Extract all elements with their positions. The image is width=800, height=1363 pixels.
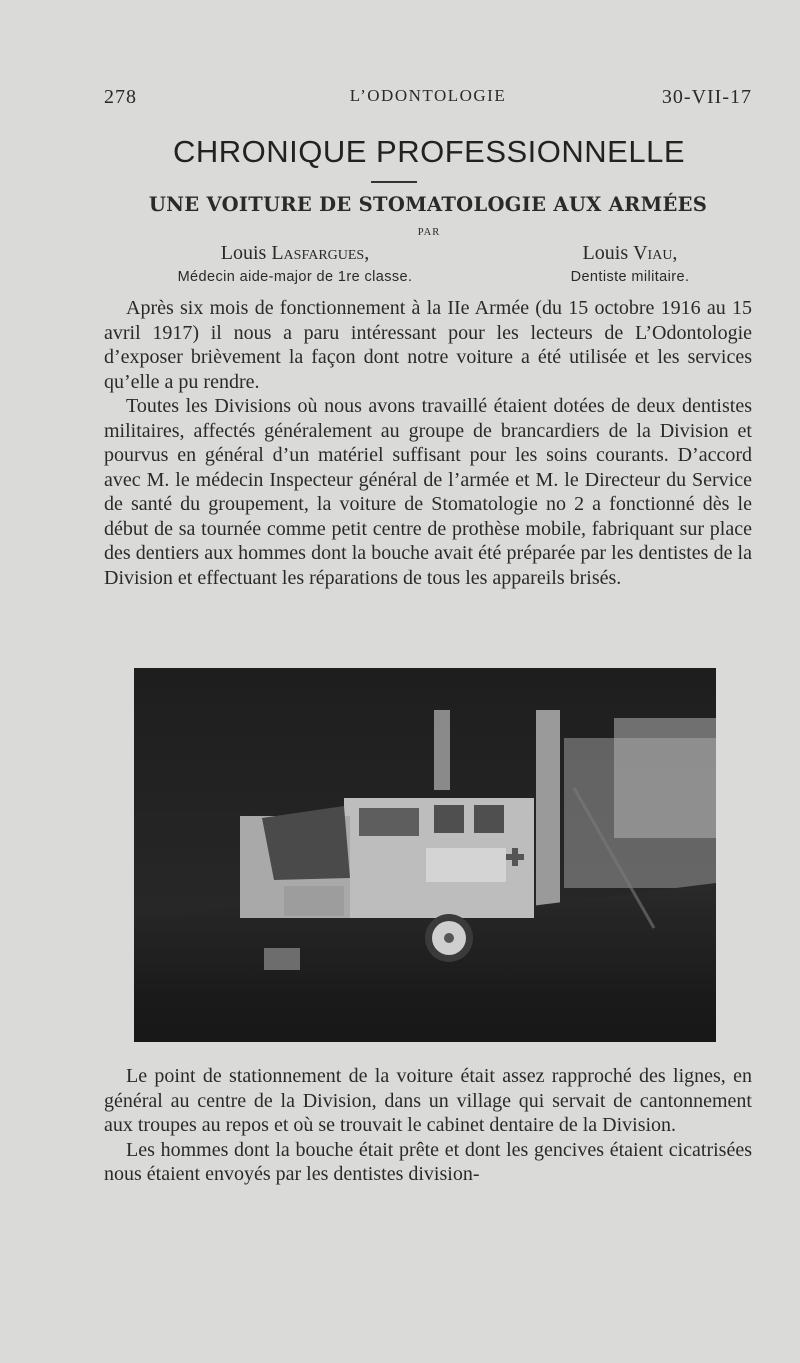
paragraph: Le point de stationnement de la voiture était assez rapproché des lignes, en général au centre de la Division, dans un village qui servait de cantonnement aux troupes au repos et où se trouvait le cabinet dentaire de la Division. [104,1065,752,1136]
article-photo [134,668,716,1042]
paragraph: Toutes les Divisions où nous avons travaillé étaient dotées de deux dentistes militaires, affectés généralement au groupe de brancardiers de la Division et pourvus en général d’un matériel suffisant pour les soins courants. D’accord avec M. le médecin Inspecteur général de l’armée et M. le Directeur du Service de santé du groupement, la voiture de Stomatologie no 2 a fonctionné dès le début de sa tournée comme petit centre de prothèse mobile, fabriquant sur place des dentiers aux hommes dont la bouche avait été préparée par les dentistes de la Division et effectuant les réparations de tous les appareils brisés. [104,395,752,589]
title-rule [371,181,417,183]
author-name [540,242,720,265]
paragraph: Les hommes dont la bouche était prête et dont les gencives étaient cicatrisées nous étaient envoyés par les dentistes division- [104,1138,752,1185]
article-body-bottom [104,1064,752,1187]
section-title: CHRONIQUE PROFESSIONNELLE [172,134,686,169]
author-first-name: Louis [582,242,634,264]
author-role: Médecin aide-major de 1re classe. [177,269,413,285]
author-last-name: Viau, [633,242,678,264]
byline-par: PAR [417,227,441,238]
article-body-top [104,296,752,590]
page-number: 278 [104,86,137,108]
author-name [140,242,450,265]
issue-date: 30-VII-17 [661,86,752,108]
vehicle-photo-image [134,668,716,1042]
author-last-name: Lasfargues, [271,242,370,264]
author-lasfargues [140,242,450,285]
author-viau [540,242,720,285]
journal-title: L’ODONTOLOGIE [349,86,507,105]
running-header [104,86,752,116]
paragraph: Après six mois de fonctionnement à la IIe Armée (du 15 octobre 1916 au 15 avril 1917) il nous a paru intéressant pour les lecteurs de L’Odontologie d’exposer brièvement la façon dont notre voiture a été utilisée et les services qu’elle a pu rendre. [104,297,752,393]
author-role: Dentiste militaire. [570,269,690,285]
article-title: UNE VOITURE DE STOMATOLOGIE AUX ARMÉES [148,193,708,216]
author-first-name: Louis [220,242,272,264]
